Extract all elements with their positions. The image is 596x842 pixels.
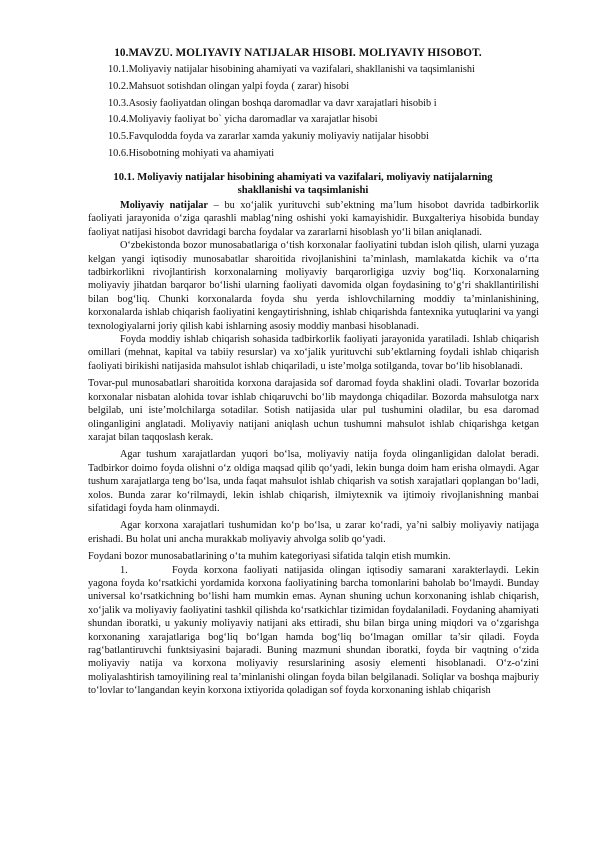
paragraph: Foyda moddiy ishlab chiqarish sohasida tadbirkorlik faoliyati jarayonida yaratiladi. Ishlab chiqarish omillari (mehnat, kapital va tabiiy resurslar) va xo‘jalik yurituvchi sub’ektlarning foydali ishlab chiqarish faoliyati birikishi natijasida mahsulot ishlab chiqariladi, u iste’molga sotilganda, tovar bo‘lib hisoblanadi. <box>88 334 539 372</box>
paragraph-text: Foyda korxona faoliyati natijasida olingan iqtisodiy samarani xarakterlaydi. Lekin yagona foyda ko‘rsatkichi yordamida korxona faoliyatining barcha tomonlarini baholab bo‘lmaydi. Bunday universal ko‘rsatkichning bo‘lishi ham mumkin emas. Aynan shuning uchun korxonaning ishlab chiqarish, xo‘jalik va moliyaviy faoliyatini tashkil qilishda ko‘rsatkichlar tizimidan foydalaniladi. Foydaning ahamiyati shundan iboratki, u yakuniy moliyaviy natijani aks ettiradi, shu bilan birga uning miqdori va o‘zgarishga korxonaning xarajatlariga bog‘liq bo‘lgan hamda bog‘liq bo‘lmagan omillar ta’sir qiladi. Foyda rag‘batlantiruvchi funktsiyasini bajaradi. Buning mazmuni shundan iboratki, foyda bir vaqtning o‘zida moliyaviy natija va korxona moliyaviy resurslarining asosiy elementi hisoblanadi. O‘z-o‘zini moliyalashtirish tamoyilining real ta’minlanishi olingan foyda bilan belgilanadi. Soliqlar va boshqa majburiy to‘lovlar to‘langandan keyin korxona ixtiyorida qoladigan sof foyda korxonaning ishlab chiqarish <box>88 564 539 697</box>
toc-item: 10.6.Hisobotning mohiyati va ahamiyati <box>108 147 275 159</box>
table-of-contents <box>108 62 548 163</box>
paragraph: O‘zbekistonda bozor munosabatlariga o‘tish korxonalar faoliyatini tubdan isloh qilish, ularni yuzaga kelgan yangi iqtisodiy munosabatlar sharoitida rivojlanishini ta’minlash, mamlakatda kichik va o‘rta tadbirkorlikni rivojlantirish korxonalarning moliyaviy barqarorligiga uzviy bog‘liq. Korxonalarning moliyaviy jihatdan barqaror bo‘lishi ularning faoliyati davomida olgan foydasining to‘g‘ri shakllantirilishi bilan bog‘liq. Chunki korxonalarda foyda shu yerda ishlovchilarning moddiy ta’minlanishining, korxonalarda ishlab chiqarish faoliyatini kengaytirishning, ishlab chiqarishda fantexnika yutuqlarini va yangi texnologiyalarni joriy qilish kabi ishlarning asosiy moddiy manbasi hisoblanadi. <box>88 240 539 332</box>
section-heading-line-1: 10.1. Moliyaviy natijalar hisobining ahamiyati va vazifalari, moliyaviy natijalarning <box>113 172 493 183</box>
paragraph: Tovar-pul munosabatlari sharoitida korxona darajasida sof daromad foyda shaklini oladi. Tovarlar bozorida korxonalar nisbatan alohida tovar ishlab chiqaruvchi bo‘lib maydonga chiqadilar. Bozorda mahsulotga narx belgilab, uni iste’molchilarga sotadilar. Sotish natijasida ular pul tushumini oladilar, bu esa daromad olinganligini anglatadi. Moliyaviy natijani aniqlash uchun tushumni mahsulot ishlab chiqarishga ketgan xarajat bilan taqqoslash kerak. <box>88 378 539 443</box>
paragraph: Agar korxona xarajatlari tushumidan ko‘p bo‘lsa, u zarar ko‘radi, ya’ni salbiy moliyaviy natijaga erishadi. Bu holat uni ancha murakkab moliyaviy ahvolga solib qo‘yadi. <box>88 520 539 545</box>
numbered-paragraph <box>88 564 539 698</box>
page-title: 10.MAVZU. MOLIYAVIY NATIJALAR HISOBI. MOLIYAVIY HISOBOT. <box>114 47 482 59</box>
section-heading <box>88 171 518 198</box>
toc-item: 10.3.Asosiy faoliyatdan olingan boshqa daromadlar va davr xarajatlari hisobib i <box>108 97 437 109</box>
toc-item: 10.2.Mahsuot sotishdan olingan yalpi foyda ( zarar) hisobi <box>108 80 350 92</box>
paragraph: Agar tushum xarajatlardan yuqori bo‘lsa, moliyaviy natija foyda olinganligidan dalolat beradi. Tadbirkor doimo foyda olishni o‘z oldiga maqsad qilib qo‘yadi, lekin bunga doim ham erisha olmaydi. Agar tushum xarajatlarga teng bo‘lsa, unda faqat mahsulot ishlab chiqarish va sotish xarajatlari qoplangan bo‘ladi, xolos. Bunda zarar ko‘rilmaydi, lekin ishlab chiqarish, ilmiytexnik va ijtimoiy rivojlanishning manbai sifatidagi foyda ham olinmaydi. <box>88 449 539 514</box>
list-number: 1. <box>120 564 128 576</box>
term-highlight: Moliyaviy natijalar <box>120 200 209 211</box>
section-heading-line-2: shakllanishi va taqsimlanishi <box>237 185 369 197</box>
paragraph-text: – bu xo‘jalik yurituvchi sub’ektning ma’lum hisobot davrida tadbirkorlik faoliyati jarayonida o‘ziga qarashli mablag‘ning oshishi yoki kamayishidir. Buxgalteriya hisobida bunday faoliyat natijasi hisobot davridagi barcha foydalar va zararlarni hisoblash yo‘li bilan aniqlanadi. <box>88 200 539 238</box>
body-text <box>88 199 539 698</box>
paragraph: Foydani bozor munosabatlarining o‘ta muhim kategoriyasi sifatida talqin etish mumkin. <box>88 551 451 563</box>
toc-item: 10.4.Moliyaviy faoliyat bo` yicha daromadlar va xarajatlar hisobi <box>108 114 378 126</box>
toc-item: 10.5.Favqulodda foyda va zararlar xamda yakuniy moliyaviy natijalar hisobbi <box>108 131 429 143</box>
paragraph <box>88 199 539 239</box>
toc-item: 10.1.Moliyaviy natijalar hisobining ahamiyati va vazifalari, shakllanishi va taqsimlanishi <box>108 64 475 75</box>
